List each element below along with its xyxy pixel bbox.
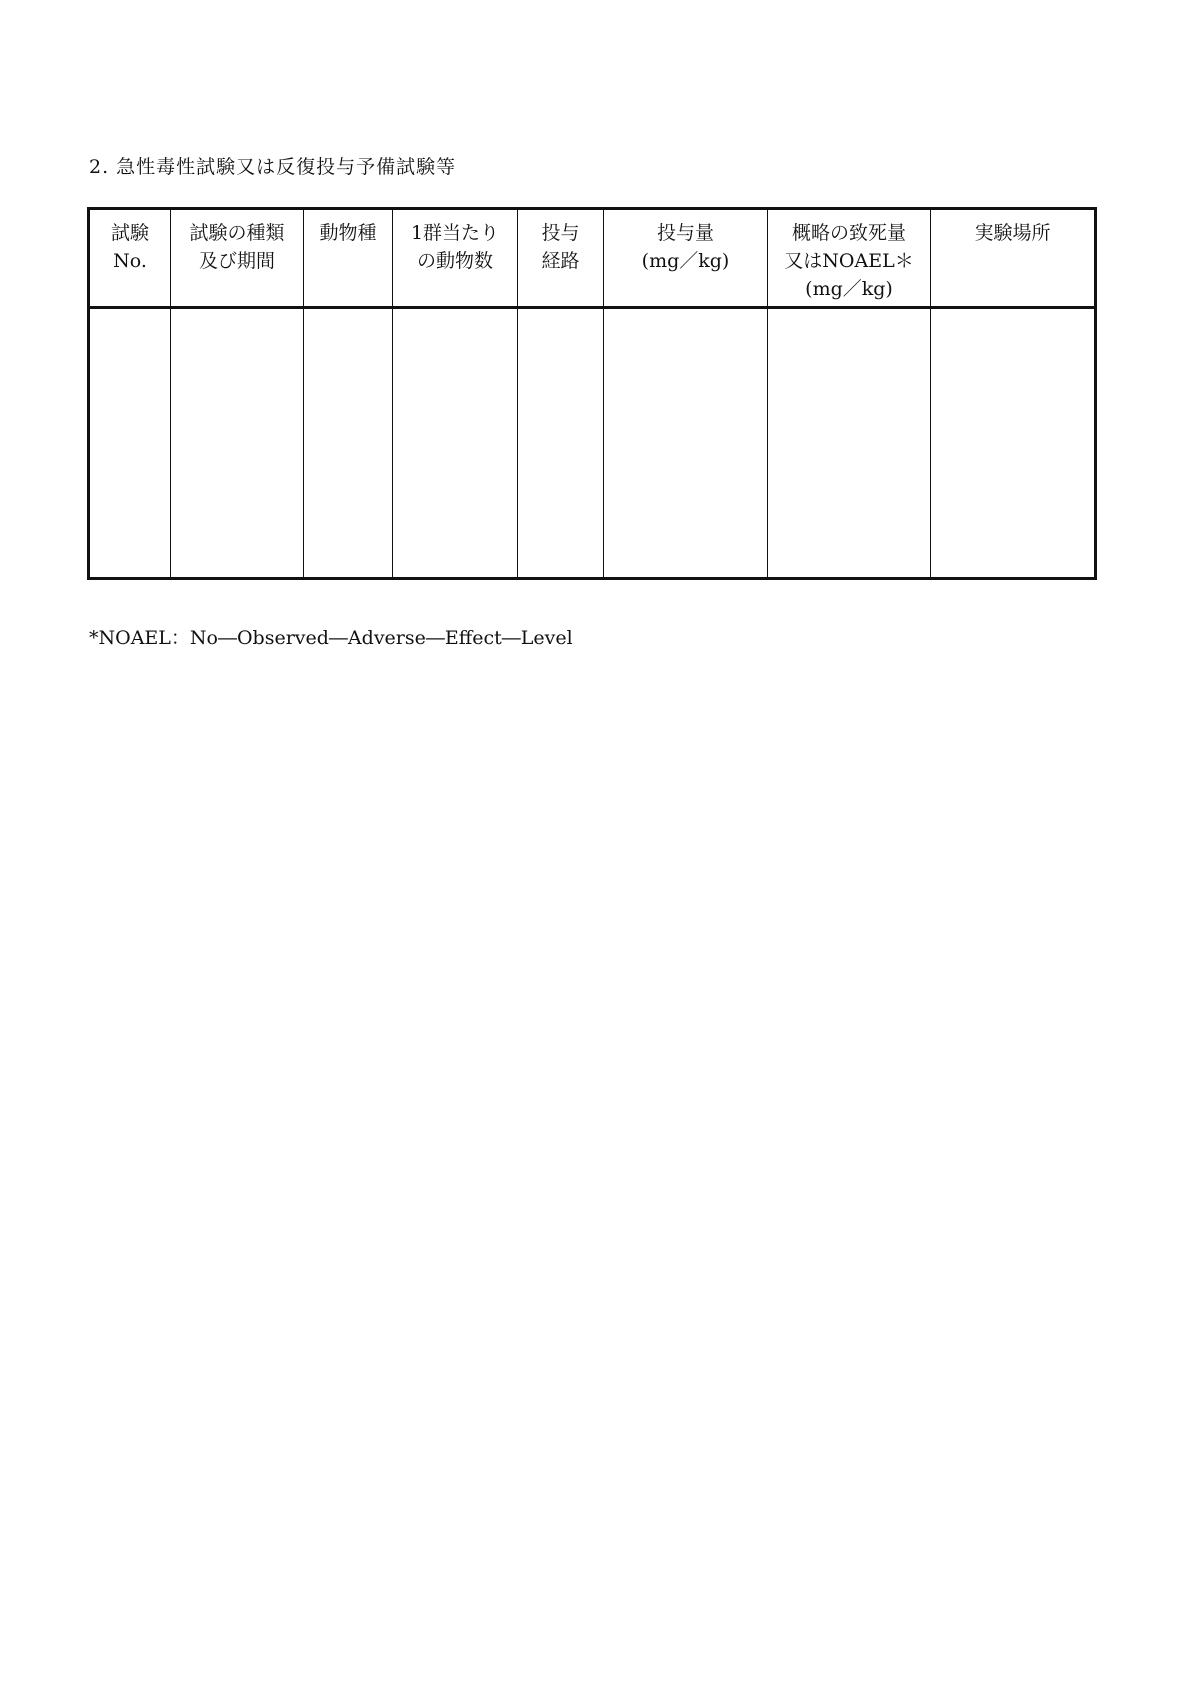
header-test-no: 試験 No. <box>89 209 171 308</box>
header-test-site: 実験場所 <box>931 209 1096 308</box>
table-cell[interactable] <box>304 308 393 579</box>
table-cell[interactable] <box>931 308 1096 579</box>
table-header-row <box>89 209 1096 308</box>
table-cell[interactable] <box>604 308 768 579</box>
section-title: 2. 急性毒性試験又は反復投与予備試験等 <box>89 156 457 178</box>
table-cell[interactable] <box>768 308 931 579</box>
table-row <box>89 308 1096 579</box>
test-summary-table <box>87 207 1097 580</box>
footnote: *NOAEL：No―Observed―Adverse―Effect―Level <box>89 627 573 649</box>
table-cell[interactable] <box>393 308 518 579</box>
table-cell[interactable] <box>171 308 304 579</box>
header-animals-per-group: 1群当たり の動物数 <box>393 209 518 308</box>
table-cell[interactable] <box>518 308 604 579</box>
header-lethal-dose-noael: 概略の致死量 又はNOAEL＊ (mg／kg) <box>768 209 931 308</box>
header-route: 投与 経路 <box>518 209 604 308</box>
header-test-type-period: 試験の種類 及び期間 <box>171 209 304 308</box>
header-dose: 投与量 (mg／kg) <box>604 209 768 308</box>
header-animal-species: 動物種 <box>304 209 393 308</box>
table-cell[interactable] <box>89 308 171 579</box>
